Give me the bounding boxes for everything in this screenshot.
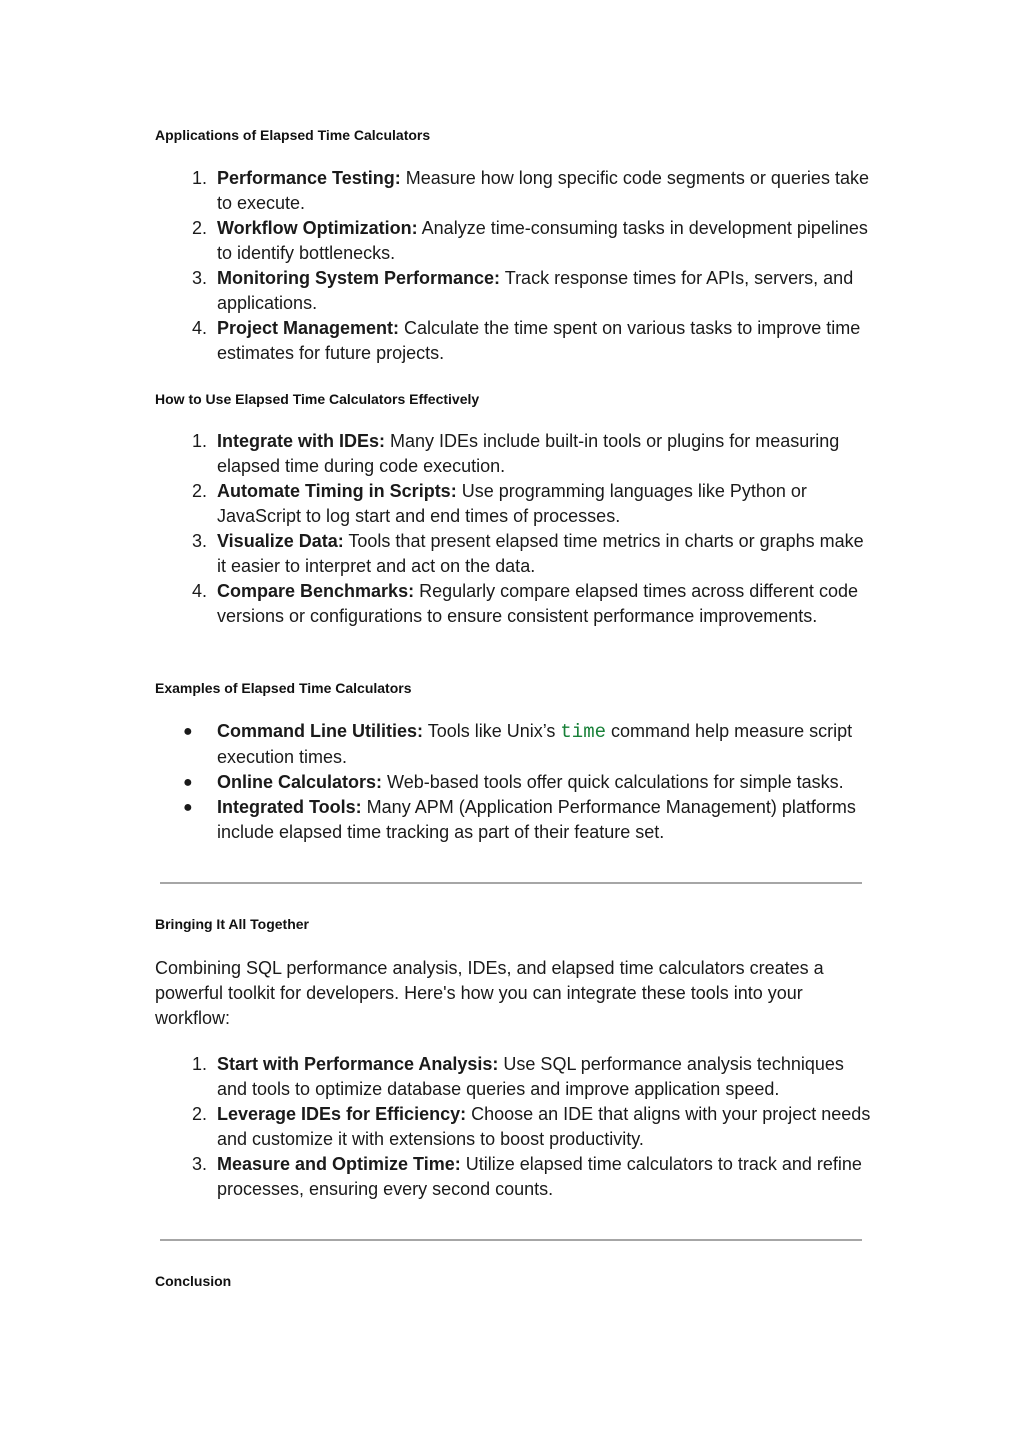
item-text: Use SQL performance analysis techniques and tools to optimize database queries and improve application speed. xyxy=(217,1054,844,1099)
list-item xyxy=(155,1052,875,1102)
item-term: Automate Timing in Scripts: xyxy=(217,481,457,501)
list-number: 1. xyxy=(191,1054,207,1074)
list-item xyxy=(155,1152,875,1202)
list-item xyxy=(155,479,875,529)
item-text: Track response times for APIs, servers, and applications. xyxy=(217,268,854,313)
item-text: Utilize elapsed time calculators to track and refine processes, ensuring every second counts. xyxy=(217,1154,862,1199)
list-item xyxy=(155,429,875,479)
list-item xyxy=(155,770,875,795)
list-item xyxy=(155,166,875,216)
item-term: Command Line Utilities: xyxy=(217,721,424,741)
item-term: Online Calculators: xyxy=(217,772,383,792)
item-text: Measure how long specific code segments or queries take to execute. xyxy=(217,168,869,213)
heading-applications: Applications of Elapsed Time Calculators xyxy=(155,127,431,143)
together-list xyxy=(155,1052,875,1202)
item-text: Calculate the time spent on various tasks to improve time estimates for future projects. xyxy=(217,318,861,363)
list-number: 3. xyxy=(191,531,207,551)
item-term: Workflow Optimization: xyxy=(217,218,418,238)
item-text: Analyze time-consuming tasks in development pipelines to identify bottlenecks. xyxy=(217,218,868,263)
list-number: 4. xyxy=(191,581,207,601)
list-item xyxy=(155,316,875,366)
item-term: Measure and Optimize Time: xyxy=(217,1154,461,1174)
horizontal-divider xyxy=(160,1239,862,1241)
item-text: Tools like Unix’s xyxy=(423,721,561,741)
item-text: Use programming languages like Python or JavaScript to log start and end times of processes. xyxy=(217,481,807,526)
item-term: Performance Testing: xyxy=(217,168,401,188)
list-number: 1. xyxy=(191,168,207,188)
item-term: Start with Performance Analysis: xyxy=(217,1054,499,1074)
inline-code: time xyxy=(560,721,607,743)
item-term: Project Management: xyxy=(217,318,400,338)
bullet-icon: ● xyxy=(183,723,193,740)
item-text: Tools that present elapsed time metrics in charts or graphs make it easier to interpret and act on the data. xyxy=(217,531,864,576)
list-number: 3. xyxy=(191,268,207,288)
list-number: 4. xyxy=(191,318,207,338)
bullet-icon: ● xyxy=(183,799,193,816)
list-number: 2. xyxy=(191,218,207,238)
list-number: 2. xyxy=(191,1104,207,1124)
list-item xyxy=(155,529,875,579)
list-item xyxy=(155,1102,875,1152)
intro-paragraph: Combining SQL performance analysis, IDEs, and elapsed time calculators creates a powerful toolkit for developers. Here's how you can integrate these tools into your workflow: xyxy=(155,958,824,1028)
heading-conclusion: Conclusion xyxy=(155,1273,232,1289)
item-text: Many IDEs include built-in tools or plugins for measuring elapsed time during code execution. xyxy=(217,431,840,476)
heading-bringing-together: Bringing It All Together xyxy=(155,916,309,932)
horizontal-divider xyxy=(160,882,862,884)
item-text: command help measure script execution times. xyxy=(217,721,853,767)
item-term: Monitoring System Performance: xyxy=(217,268,501,288)
item-term: Integrated Tools: xyxy=(217,797,362,817)
item-term: Compare Benchmarks: xyxy=(217,581,415,601)
bullet-icon: ● xyxy=(183,774,193,791)
list-number: 1. xyxy=(191,431,207,451)
list-item xyxy=(155,579,875,629)
list-number: 3. xyxy=(191,1154,207,1174)
heading-examples: Examples of Elapsed Time Calculators xyxy=(155,680,412,696)
item-term: Visualize Data: xyxy=(217,531,344,551)
examples-list xyxy=(155,719,875,845)
item-text: Choose an IDE that aligns with your project needs and customize it with extensions to boost productivity. xyxy=(217,1104,871,1149)
how-to-list xyxy=(155,429,875,629)
item-term: Integrate with IDEs: xyxy=(217,431,386,451)
list-item xyxy=(155,216,875,266)
list-item xyxy=(155,719,875,770)
item-text: Regularly compare elapsed times across different code versions or configurations to ensure consistent performance improvements. xyxy=(217,581,858,626)
list-item xyxy=(155,266,875,316)
list-number: 2. xyxy=(191,481,207,501)
heading-how-to-use: How to Use Elapsed Time Calculators Effectively xyxy=(155,391,480,407)
item-term: Leverage IDEs for Efficiency: xyxy=(217,1104,467,1124)
item-text: Web-based tools offer quick calculations for simple tasks. xyxy=(382,772,844,792)
item-text: Many APM (Application Performance Management) platforms include elapsed time tracking as part of their feature set. xyxy=(217,797,856,842)
applications-list xyxy=(155,166,875,366)
list-item xyxy=(155,795,875,845)
